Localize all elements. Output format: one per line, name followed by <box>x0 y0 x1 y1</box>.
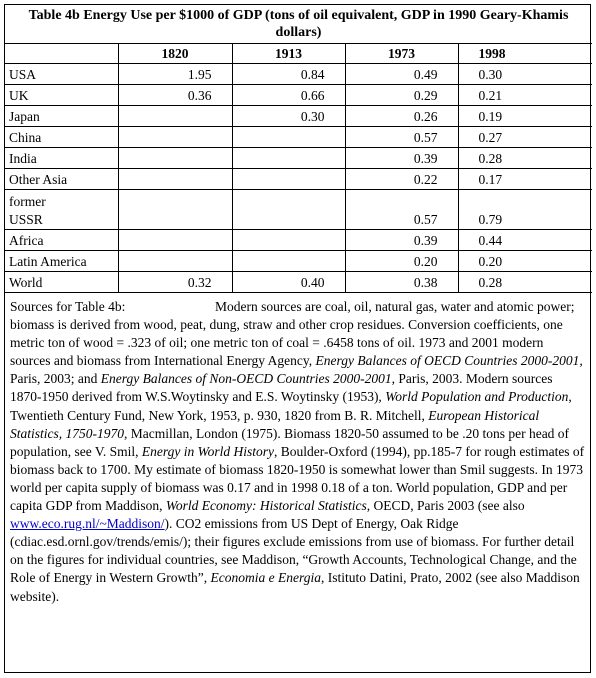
table-title: Table 4b Energy Use per $1000 of GDP (tons of oil equivalent, GDP in 1990 Geary-Khamis dollars) <box>5 5 592 44</box>
column-header: 1913 <box>232 44 345 64</box>
sources-note <box>5 296 590 672</box>
value-cell <box>118 106 232 127</box>
country-cell: World <box>5 272 118 293</box>
table-row <box>5 64 592 85</box>
sources-text: , OECD, Paris 2003 (see also <box>366 498 525 514</box>
value-cell: 0.40 <box>232 272 345 293</box>
value-cell: 0.17 <box>458 169 592 190</box>
value-cell: 0.19 <box>458 106 592 127</box>
sources-label: Sources for Table 4b: <box>10 299 126 314</box>
value-cell: 0.49 <box>345 64 458 85</box>
sources-text: , Boulder-Oxford (1994), pp.185-7 for rough estimates of biomass back to 1700. My estimate of biomass 1820-1950 is somewhat lower than Smil suggests. In 1973 world per capita supply of biomass was 0.17 and in 1998 0.18 of a ton. World population, GDP and per capita GDP from Maddison, <box>10 443 585 514</box>
value-cell: 0.84 <box>232 64 345 85</box>
energy-table <box>5 5 592 293</box>
country-cell: Japan <box>5 106 118 127</box>
value-cell: 0.30 <box>232 106 345 127</box>
value-cell <box>118 190 232 230</box>
citation-title: World Economy: Historical Statistics <box>165 498 367 514</box>
table-row <box>5 190 592 230</box>
value-cell <box>118 148 232 169</box>
value-cell: 0.32 <box>118 272 232 293</box>
maddison-link[interactable]: www.eco.rug.nl/~Maddison/ <box>10 516 165 532</box>
citation-title: Energy in World History <box>141 443 275 459</box>
value-cell <box>232 251 345 272</box>
sources-text: , Paris, 2003. Modern sources 1870-1950 derived from W.S.Woytinsky and E.S. Woytinsky (1953), <box>10 371 553 405</box>
table-row <box>5 230 592 251</box>
sources-text: Modern sources are coal, oil, natural gas, water and atomic power; biomass is derived from wood, peat, dung, straw and other crop residues. Conversion coefficients, one metric ton of wood = .323 of oil; one metric ton of coal = .6458 tons of oil. 1973 and 2001 modern sources and biomass from International Energy Agency, <box>10 299 575 369</box>
value-cell <box>232 169 345 190</box>
value-cell: 0.20 <box>458 251 592 272</box>
table-row <box>5 169 592 190</box>
country-cell: Latin America <box>5 251 118 272</box>
value-cell: 0.27 <box>458 127 592 148</box>
value-cell: 1.95 <box>118 64 232 85</box>
value-cell: 0.57 <box>345 190 458 230</box>
country-cell: China <box>5 127 118 148</box>
value-cell <box>232 230 345 251</box>
table-row <box>5 272 592 293</box>
table-row <box>5 251 592 272</box>
value-cell: 0.38 <box>345 272 458 293</box>
value-cell <box>232 190 345 230</box>
sources-text: , Istituto Datini, Prato, 2002 (see also Maddison website). <box>10 570 580 604</box>
value-cell <box>118 230 232 251</box>
value-cell: 0.30 <box>458 64 592 85</box>
country-cell: Other Asia <box>5 169 118 190</box>
country-cell: USA <box>5 64 118 85</box>
value-cell: 0.57 <box>345 127 458 148</box>
table-header-row <box>5 44 592 64</box>
value-cell: 0.21 <box>458 85 592 106</box>
value-cell: 0.39 <box>345 230 458 251</box>
citation-title: Energy Balances of Non-OECD Countries 2000-2001 <box>100 371 392 387</box>
sources-text: , Twentieth Century Fund, New York, 1953, p. 930, 1820 from B. R. Mitchell, <box>10 389 572 423</box>
value-cell: 0.44 <box>458 230 592 251</box>
value-cell: 0.29 <box>345 85 458 106</box>
citation-title: Energy Balances of OECD Countries 2000-2001, <box>315 353 583 369</box>
column-header: 1973 <box>345 44 458 64</box>
value-cell <box>232 148 345 169</box>
column-header: 1998 <box>458 44 592 64</box>
value-cell: 0.28 <box>458 272 592 293</box>
value-cell: 0.39 <box>345 148 458 169</box>
citation-title: Economia e Energia <box>210 570 321 586</box>
table-row <box>5 148 592 169</box>
column-header: 1820 <box>118 44 232 64</box>
table-row <box>5 85 592 106</box>
table-row <box>5 106 592 127</box>
country-cell: Africa <box>5 230 118 251</box>
country-cell: former USSR <box>5 190 118 230</box>
country-cell: UK <box>5 85 118 106</box>
value-cell <box>232 127 345 148</box>
sources-text: Paris, 2003; and <box>10 371 101 387</box>
citation-title: World Population and Production <box>385 389 569 405</box>
value-cell: 0.66 <box>232 85 345 106</box>
document-page <box>4 4 591 673</box>
country-cell: India <box>5 148 118 169</box>
sources-text: , Macmillan, London (1975). Biomass 1820-50 assumed to be .20 tons per head of population, see V. Smil, <box>10 425 570 459</box>
value-cell: 0.26 <box>345 106 458 127</box>
value-cell <box>118 251 232 272</box>
value-cell: 0.22 <box>345 169 458 190</box>
column-header <box>5 44 118 64</box>
value-cell: 0.79 <box>458 190 592 230</box>
value-cell: 0.20 <box>345 251 458 272</box>
value-cell <box>118 127 232 148</box>
value-cell: 0.36 <box>118 85 232 106</box>
citation-title: European Historical Statistics, 1750-1970 <box>10 407 540 441</box>
table-row <box>5 127 592 148</box>
value-cell <box>118 169 232 190</box>
value-cell: 0.28 <box>458 148 592 169</box>
sources-text: ). CO2 emissions from US Dept of Energy, Oak Ridge (cdiac.esd.ornl.gov/trends/emis/); their figures exclude emissions from use of biomass. For further detail on the figures for individual countries, see Maddison, “Growth Accounts, Technological Change, and the Role of Energy in Western Growth”, <box>10 516 577 586</box>
